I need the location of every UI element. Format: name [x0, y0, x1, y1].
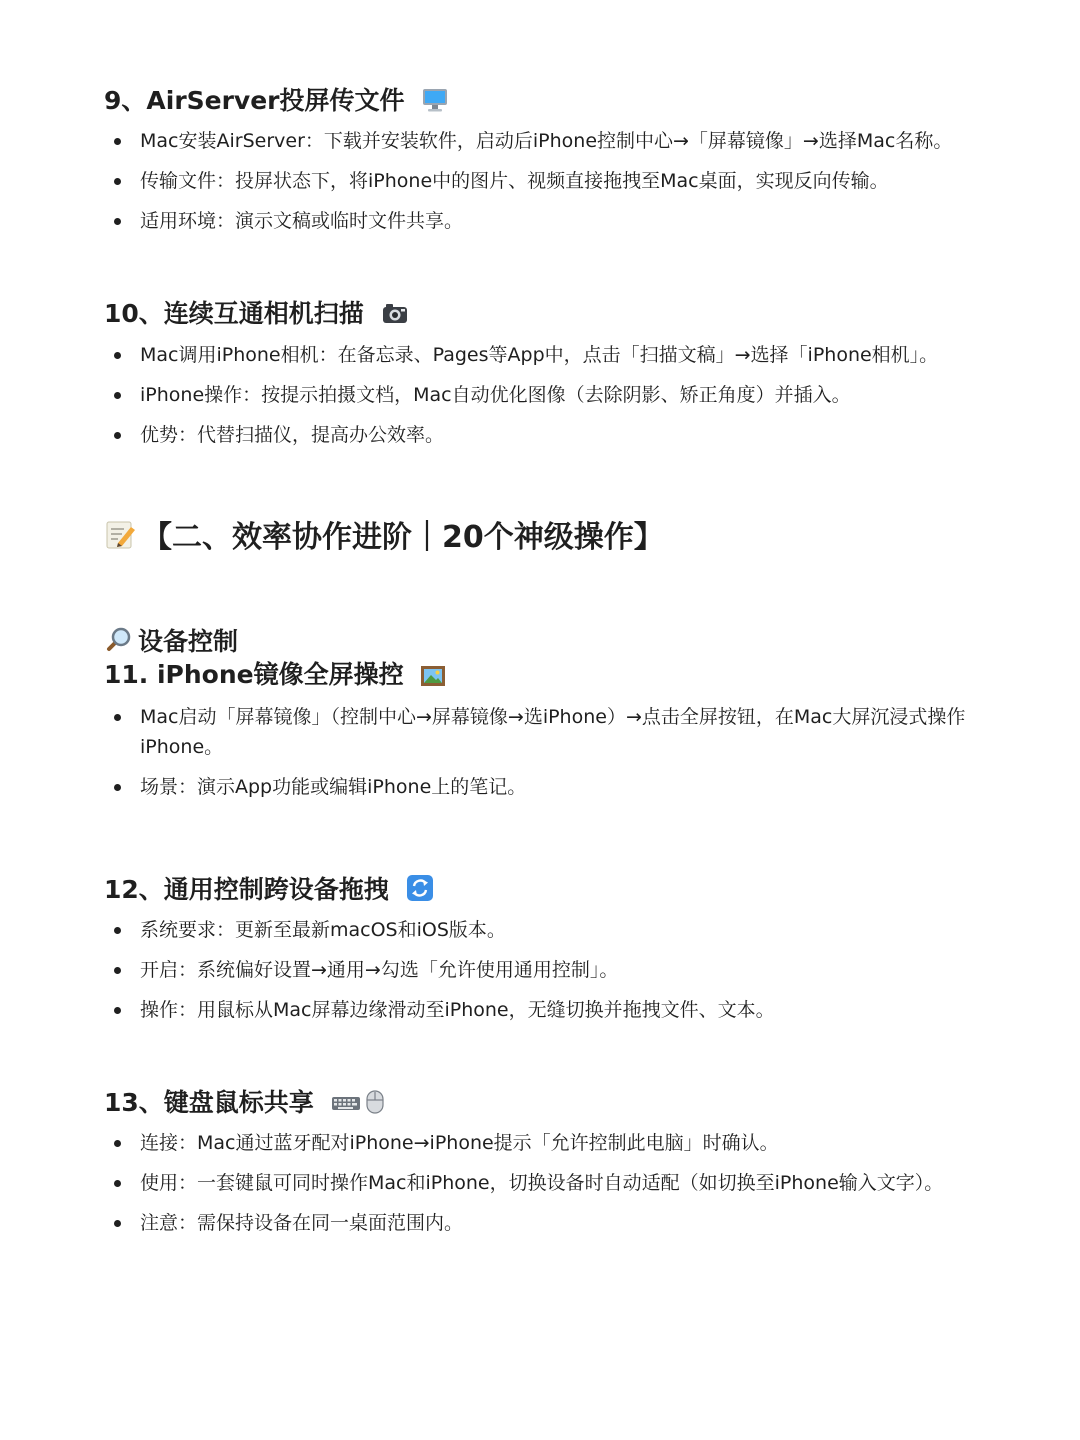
- computer-icon: [421, 87, 449, 113]
- section-10-list: [104, 340, 1004, 460]
- keyboard-mouse-icon: [331, 1089, 387, 1115]
- section-11-heading: 11. iPhone镜像全屏操控: [104, 658, 446, 692]
- list-item: 操作：用鼠标从Mac屏幕边缘滑动至iPhone，无缝切换并拖拽文件、文本。: [104, 995, 1004, 1025]
- list-item: Mac调用iPhone相机：在备忘录、Pages等App中，点击「扫描文稿」→选择「iPhone相机」。: [104, 340, 1004, 370]
- section-9-heading: 9、AirServer投屏传文件: [104, 84, 449, 118]
- framed-picture-icon: [420, 665, 446, 687]
- section-12-list: [104, 915, 1004, 1035]
- subsection-label: 设备控制: [104, 625, 238, 659]
- camera-icon: [381, 302, 409, 326]
- list-item: 注意：需保持设备在同一桌面范围内。: [104, 1208, 1004, 1238]
- magnifier-icon: [104, 626, 132, 654]
- sync-arrows-icon: [406, 874, 434, 902]
- memo-icon: [104, 519, 136, 551]
- list-item: 使用：一套键鼠可同时操作Mac和iPhone，切换设备时自动适配（如切换至iPhone输入文字）。: [104, 1168, 1004, 1198]
- list-item: Mac安装AirServer：下载并安装软件，启动后iPhone控制中心→「屏幕镜像」→选择Mac名称。: [104, 126, 1004, 156]
- list-item: iPhone操作：按提示拍摄文档，Mac自动优化图像（去除阴影、矫正角度）并插入。: [104, 380, 1004, 410]
- list-item: 连接：Mac通过蓝牙配对iPhone→iPhone提示「允许控制此电脑」时确认。: [104, 1128, 1004, 1158]
- list-item: 开启：系统偏好设置→通用→勾选「允许使用通用控制」。: [104, 955, 1004, 985]
- section-12-heading: 12、通用控制跨设备拖拽: [104, 873, 434, 907]
- section-9-list: [104, 126, 1004, 246]
- list-item: 优势：代替扫描仪，提高办公效率。: [104, 420, 1004, 450]
- section-13-heading: 13、键盘鼠标共享: [104, 1086, 387, 1120]
- list-item: 系统要求：更新至最新macOS和iOS版本。: [104, 915, 1004, 945]
- section-11-list: [104, 702, 1004, 812]
- list-item: 场景：演示App功能或编辑iPhone上的笔记。: [104, 772, 1004, 802]
- section-13-list: [104, 1128, 1004, 1248]
- section-10-heading: 10、连续互通相机扫描: [104, 297, 409, 331]
- list-item: Mac启动「屏幕镜像」（控制中心→屏幕镜像→选iPhone）→点击全屏按钮，在Mac大屏沉浸式操作iPhone。: [104, 702, 1004, 762]
- part-title: 【二、效率协作进阶｜20个神级操作】: [104, 518, 664, 558]
- list-item: 适用环境：演示文稿或临时文件共享。: [104, 206, 1004, 236]
- list-item: 传输文件：投屏状态下，将iPhone中的图片、视频直接拖拽至Mac桌面，实现反向传输。: [104, 166, 1004, 196]
